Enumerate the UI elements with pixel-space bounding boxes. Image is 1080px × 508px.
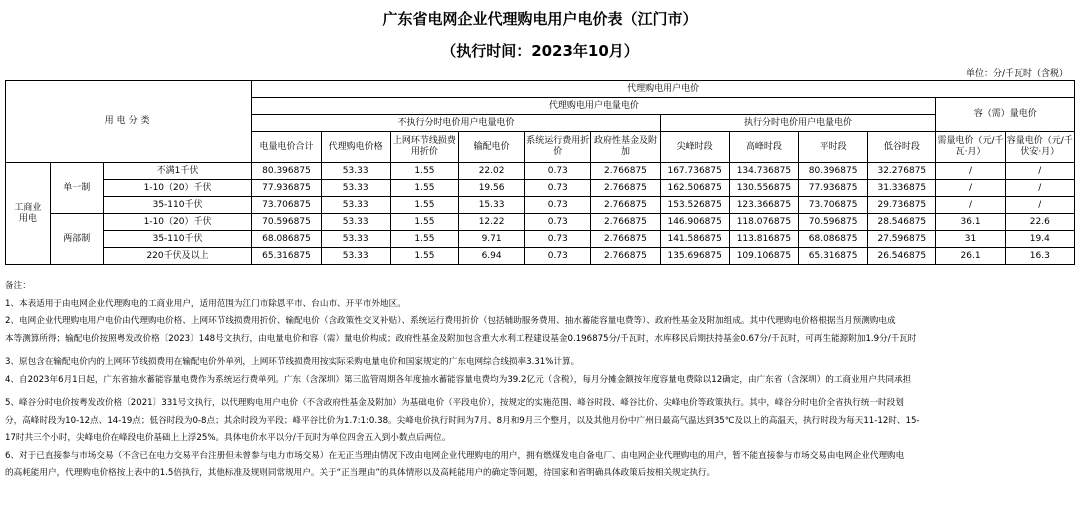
- cell-capacity-price: 19.4: [1005, 231, 1074, 248]
- page-subtitle: （执行时间：2023年10月）: [441, 42, 639, 60]
- cell-proxy-buy: 53.33: [321, 214, 390, 231]
- single-system-label: 单一制: [50, 163, 103, 214]
- table-row: [6, 231, 1075, 248]
- cell-valley: 28.546875: [868, 214, 936, 231]
- cell-flat: 70.596875: [799, 214, 868, 231]
- note-6-line-1: 6、对于已直接参与市场交易（不含已在电力交易平台注册但未曾参与电力市场交易）在无正当理由情况下改由电网企业代理购电的用户，拥有燃煤发电自备电厂、由电网企业代理购电的用户，暂不能直接参与市场交易由电网企业代理购电: [5, 450, 905, 461]
- cell-capacity-price: 16.3: [1005, 248, 1074, 265]
- cell-system-ops: 0.73: [525, 248, 591, 265]
- table-row: [6, 180, 1075, 197]
- cell-transmission: 9.71: [459, 231, 525, 248]
- cell-peak: 118.076875: [729, 214, 798, 231]
- note-2-line-1: 2、电网企业代理购电用户电价由代理购电价格、上网环节线损费用折价、输配电价（含政策性交叉补贴）、系统运行费用折价（包括辅助服务费用、抽水蓄能容量电费等）、政府性基金及附加组成。其中代理购电价格根据当月预测购电成: [5, 316, 896, 326]
- cell-upper-loss: 1.55: [390, 248, 458, 265]
- cell-proxy-buy: 53.33: [321, 163, 390, 180]
- group-label: 工商业用电: [6, 163, 51, 265]
- col-transmission: 输配电价: [459, 132, 525, 163]
- header-proxy-energy-price: 代理购电用户电量电价: [252, 98, 936, 115]
- cell-proxy-buy: 53.33: [321, 231, 390, 248]
- cell-demand: 31: [936, 231, 1005, 248]
- col-demand: 需量电价（元/千瓦·月）: [936, 132, 1005, 163]
- cell-peak: 123.366875: [729, 197, 798, 214]
- cell-flat: 68.086875: [799, 231, 868, 248]
- note-1: 1、本表适用于由电网企业代理购电的工商业用户，适用范围为江门市除恩平市、台山市、开平市外地区。: [5, 298, 406, 309]
- cell-demand: 36.1: [936, 214, 1005, 231]
- cell-valley: 32.276875: [868, 163, 936, 180]
- cell-peak-top: 153.526875: [660, 197, 729, 214]
- col-valley: 低谷时段: [868, 132, 936, 163]
- cell-total: 70.596875: [252, 214, 321, 231]
- cell-upper-loss: 1.55: [390, 231, 458, 248]
- cell-upper-loss: 1.55: [390, 214, 458, 231]
- col-system-ops: 系统运行费用折价: [525, 132, 591, 163]
- cell-gov-fund: 2.766875: [591, 248, 660, 265]
- voltage-level: 不满1千伏: [103, 163, 252, 180]
- header-non-tou: 不执行分时电价用户电量电价: [252, 115, 660, 132]
- cell-transmission: 19.56: [459, 180, 525, 197]
- cell-gov-fund: 2.766875: [591, 180, 660, 197]
- col-peak-top: 尖峰时段: [660, 132, 729, 163]
- cell-peak-top: 162.506875: [660, 180, 729, 197]
- cell-peak-top: 141.586875: [660, 231, 729, 248]
- cell-gov-fund: 2.766875: [591, 163, 660, 180]
- col-flat: 平时段: [799, 132, 868, 163]
- cell-flat: 73.706875: [799, 197, 868, 214]
- cell-total: 68.086875: [252, 231, 321, 248]
- cell-demand: /: [936, 180, 1005, 197]
- dual-system-label: 两部制: [50, 214, 103, 265]
- voltage-level: 220千伏及以上: [103, 248, 252, 265]
- cell-peak-top: 135.696875: [660, 248, 729, 265]
- note-5-line-3: 17时共三个小时，尖峰电价在峰段电价基础上上浮25%。具体电价水平以分/千瓦时为单位四舍五入到小数点后两位。: [5, 433, 451, 443]
- cell-system-ops: 0.73: [525, 231, 591, 248]
- cell-peak: 109.106875: [729, 248, 798, 265]
- unit-label: 单位：分/千瓦时（含税）: [965, 69, 1068, 79]
- cell-system-ops: 0.73: [525, 180, 591, 197]
- cell-gov-fund: 2.766875: [591, 214, 660, 231]
- header-proxy-price: 代理购电用户电价: [252, 81, 1075, 98]
- note-5-line-1: 5、峰谷分时电价按粤发改价格〔2021〕331号文执行，以代理购电用户电价（不含政府性基金及附加）为基础电价（平段电价），按规定的实施范围、峰谷时段、峰谷比价、尖峰电价等政策执行。其中，峰谷分时电价全省执行统一时段划: [5, 398, 904, 408]
- cell-demand: /: [936, 197, 1005, 214]
- cell-peak: 130.556875: [729, 180, 798, 197]
- cell-flat: 80.396875: [799, 163, 868, 180]
- cell-system-ops: 0.73: [525, 214, 591, 231]
- cell-upper-loss: 1.55: [390, 163, 458, 180]
- cell-peak-top: 146.906875: [660, 214, 729, 231]
- voltage-level: 35-110千伏: [103, 197, 252, 214]
- cell-total: 77.936875: [252, 180, 321, 197]
- cell-proxy-buy: 53.33: [321, 197, 390, 214]
- cell-peak-top: 167.736875: [660, 163, 729, 180]
- voltage-level: 1-10（20）千伏: [103, 180, 252, 197]
- cell-system-ops: 0.73: [525, 163, 591, 180]
- header-tou: 执行分时电价用户电量电价: [660, 115, 936, 132]
- cell-gov-fund: 2.766875: [591, 197, 660, 214]
- cell-demand: 26.1: [936, 248, 1005, 265]
- cell-capacity-price: /: [1005, 163, 1074, 180]
- cell-proxy-buy: 53.33: [321, 248, 390, 265]
- cell-transmission: 22.02: [459, 163, 525, 180]
- voltage-level: 1-10（20）千伏: [103, 214, 252, 231]
- cell-system-ops: 0.73: [525, 197, 591, 214]
- table-row: [6, 248, 1075, 265]
- cell-gov-fund: 2.766875: [591, 231, 660, 248]
- note-5-line-2: 分，高峰时段为10-12点、14-19点；低谷时段为0-8点；其余时段为平段；峰平谷比价为1.7:1:0.38。尖峰电价执行时间为7月、8月和9月三个整月，以及其他月份中广州日最高气温达到35℃及以上的高温天，执行时段为每天11-12时、15-: [5, 415, 920, 426]
- note-2-line-2: 本等测算所得；输配电价按照粤发改价格〔2023〕148号文执行，由电量电价和容（需）量电价构成；政府性基金及附加包含重大水利工程建设基金0.196875分/千瓦时，水库移民后期扶持基金0.67分/千瓦时，可再生能源附加1.9分/千瓦时: [5, 333, 917, 344]
- cell-upper-loss: 1.55: [390, 180, 458, 197]
- cell-transmission: 6.94: [459, 248, 525, 265]
- header-capacity: 容（需）量电价: [936, 98, 1075, 132]
- col-gov-fund: 政府性基金及附加: [591, 132, 660, 163]
- cell-upper-loss: 1.55: [390, 197, 458, 214]
- col-proxy-buy: 代理购电价格: [321, 132, 390, 163]
- cell-transmission: 15.33: [459, 197, 525, 214]
- table-row: [6, 197, 1075, 214]
- cell-peak: 113.816875: [729, 231, 798, 248]
- price-table: [5, 80, 1075, 265]
- notes-section: [5, 278, 1075, 483]
- cell-capacity-price: 22.6: [1005, 214, 1074, 231]
- cell-valley: 27.596875: [868, 231, 936, 248]
- cell-total: 73.706875: [252, 197, 321, 214]
- header-category: 用电分类: [6, 81, 252, 163]
- cell-peak: 134.736875: [729, 163, 798, 180]
- cell-total: 65.316875: [252, 248, 321, 265]
- table-row: [6, 163, 1075, 180]
- cell-capacity-price: /: [1005, 197, 1074, 214]
- cell-valley: 31.336875: [868, 180, 936, 197]
- table-row: [6, 214, 1075, 231]
- cell-demand: /: [936, 163, 1005, 180]
- col-upper-loss: 上网环节线损费用折价: [390, 132, 458, 163]
- col-capacity-price: 容量电价（元/千伏安·月）: [1005, 132, 1074, 163]
- cell-flat: 65.316875: [799, 248, 868, 265]
- note-4: 4、自2023年6月1日起，广东省抽水蓄能容量电费作为系统运行费单列。广东（含深圳）第三监管周期各年度抽水蓄能容量电费均为39.2亿元（含税），每月分摊金额按年度容量电费除以12确定，由广东省（含深圳）的工商业用户共同承担: [5, 374, 912, 385]
- cell-capacity-price: /: [1005, 180, 1074, 197]
- cell-valley: 29.736875: [868, 197, 936, 214]
- cell-flat: 77.936875: [799, 180, 868, 197]
- cell-proxy-buy: 53.33: [321, 180, 390, 197]
- col-peak: 高峰时段: [729, 132, 798, 163]
- note-6-line-2: 的高耗能用户，代理购电价格按上表中的1.5倍执行，其他标准及规则同常规用户。关于“正当理由”的具体情形以及高耗能用户的确定等问题，待国家和省明确具体政策后按相关规定执行。: [5, 468, 716, 478]
- cell-valley: 26.546875: [868, 248, 936, 265]
- notes-heading: 备注：: [5, 281, 31, 291]
- cell-total: 80.396875: [252, 163, 321, 180]
- voltage-level: 35-110千伏: [103, 231, 252, 248]
- col-total: 电量电价合计: [252, 132, 321, 163]
- note-3: 3、原包含在输配电价内的上网环节线损费用在输配电价外单列，上网环节线损费用按实际采购电量电价和国家规定的广东电网综合线损率3.31%计算。: [5, 357, 580, 367]
- page-title: 广东省电网企业代理购电用户电价表（江门市）: [382, 10, 698, 28]
- cell-transmission: 12.22: [459, 214, 525, 231]
